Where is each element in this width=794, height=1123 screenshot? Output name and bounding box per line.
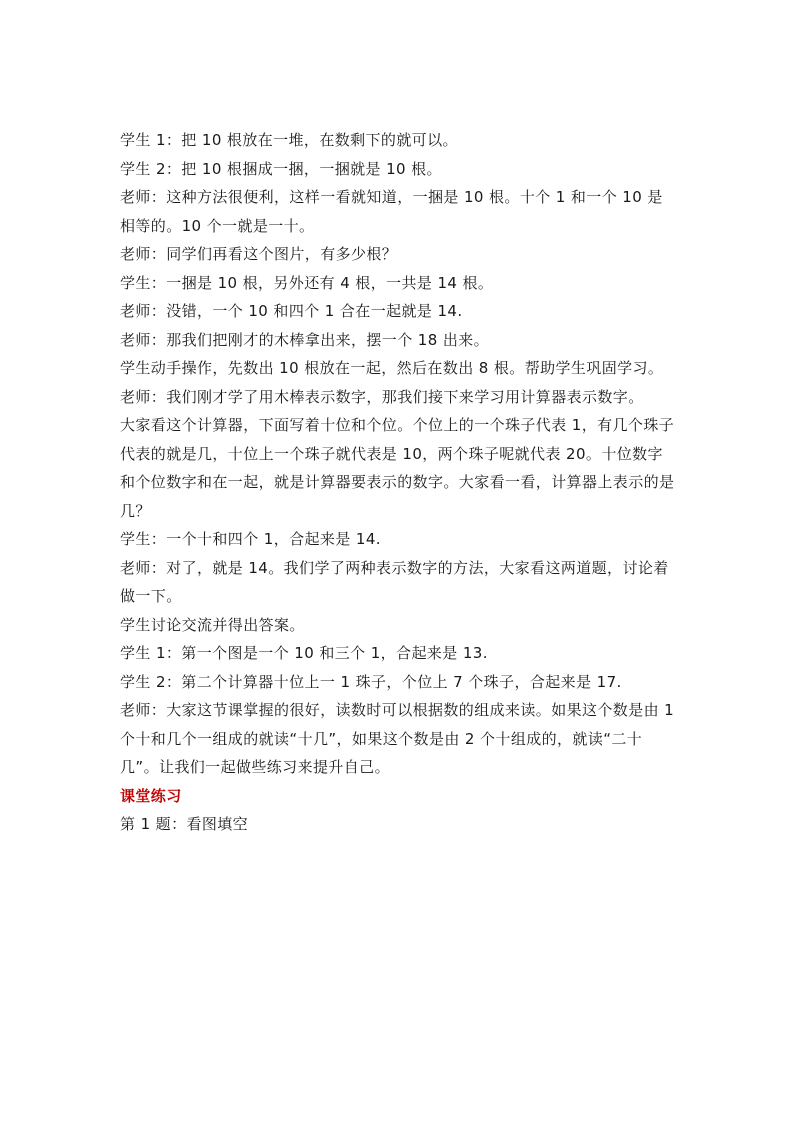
paragraph-8: 学生动手操作，先数出 10 根放在一起，然后在数出 8 根。帮助学生巩固学习。	[120, 359, 664, 377]
paragraph-5: 学生：一捆是 10 根，另外还有 4 根，一共是 14 根。	[120, 273, 494, 292]
paragraph-11: 学生：一个十和四个 1，合起来是 14.	[120, 530, 381, 548]
paragraph-4: 老师：同学们再看这个图片，有多少根？	[120, 245, 398, 263]
paragraph-16: 老师：大家这节课掌握的很好，读数时可以根据数的组成来读。如果这个数是由 1 个十和几个一组成的就读“十几”，如果这个数是由 2 个十组成的，就读“二十几”。让我们一起做些练习来提升自己。	[120, 701, 675, 776]
paragraph-7: 老师：那我们把刚才的木棒拿出来，摆一个 18 出来。	[120, 330, 490, 349]
paragraph-10: 大家看这个计算器，下面写着十位和个位。个位上的一个珠子代表 1，有几个珠子代表的就是几，十位上一个珠子就代表是 10，两个珠子呢就代表 20。十位数字和个位数字和在一起，就是计算器要表示的数字。大家看一看，计算器上表示的是几？	[120, 416, 675, 520]
paragraph-3: 老师：这种方法很便利，这样一看就知道，一捆是 10 根。十个 1 和一个 10 是相等的。10 个一就是一十。	[120, 188, 663, 235]
paragraph-14: 学生 1：第一个图是一个 10 和三个 1，合起来是 13.	[120, 644, 488, 662]
paragraph-6: 老师：没错，一个 10 和四个 1 合在一起就是 14.	[120, 302, 463, 320]
paragraph-9: 老师：我们刚才学了用木棒表示数字，那我们接下来学习用计算器表示数字。	[120, 387, 644, 406]
paragraph-2: 学生 2：把 10 根捆成一捆，一捆就是 10 根。	[120, 159, 442, 178]
paragraph-13: 学生讨论交流并得出答案。	[120, 615, 305, 634]
section-heading: 课堂练习	[120, 786, 182, 805]
exercise-label: 第 1 题：看图填空	[120, 815, 249, 833]
paragraph-12: 老师：对了，就是 14。我们学了两种表示数字的方法，大家看这两道题，讨论着做一下。	[120, 558, 669, 605]
paragraph-1: 学生 1：把 10 根放在一堆，在数剩下的就可以。	[120, 131, 458, 149]
document-body	[120, 126, 676, 839]
paragraph-15: 学生 2：第二个计算器十位上一 1 珠子，个位上 7 个珠子，合起来是 17.	[120, 672, 622, 691]
